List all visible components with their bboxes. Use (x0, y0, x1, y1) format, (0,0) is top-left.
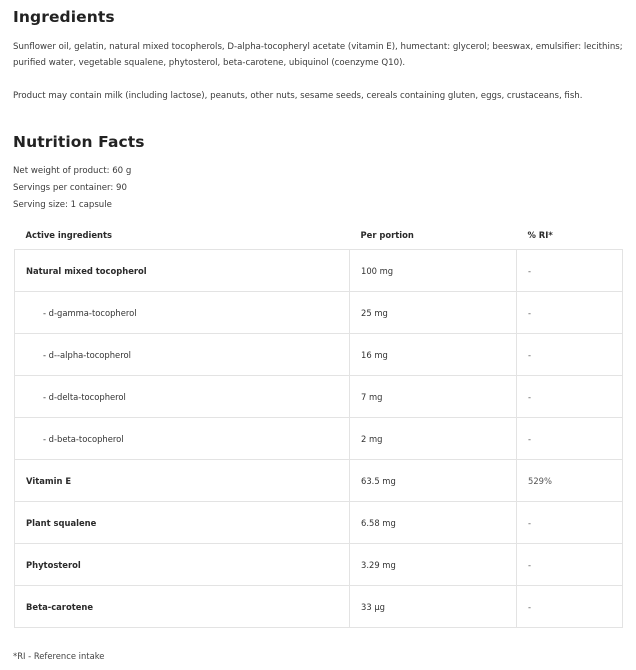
nutrition-meta (13, 163, 131, 214)
ingredients-text: Sunflower oil, gelatin, natural mixed tocopherols, D-alpha-tocopheryl acetate (vitamin E), humectant: glycerol; beeswax, emulsifier: lecithins; purified water, vegetable squalene, phytosterol, beta-carotene, ubiquinol (coenzyme Q10). (13, 42, 623, 68)
row-ri: - (517, 418, 623, 460)
row-ingredient: - d-beta-tocopherol (15, 418, 350, 460)
net-weight: Net weight of product: 60 g (13, 166, 132, 176)
table-row (15, 376, 623, 418)
table-row (15, 292, 623, 334)
row-ri: - (517, 334, 623, 376)
row-ri: - (517, 376, 623, 418)
table-row (15, 502, 623, 544)
nutrition-table (14, 221, 623, 628)
row-ingredient: - d--alpha-tocopherol (15, 334, 350, 376)
table-row (15, 334, 623, 376)
row-ingredient: - d-gamma-tocopherol (15, 292, 350, 334)
row-ingredient: Beta-carotene (15, 586, 350, 628)
row-ri: - (517, 292, 623, 334)
row-portion: 7 mg (350, 376, 517, 418)
row-portion: 6.58 mg (350, 502, 517, 544)
table-header-row (15, 221, 623, 250)
row-portion: 16 mg (350, 334, 517, 376)
header-per-portion: Per portion (360, 230, 414, 240)
row-ingredient: Plant squalene (15, 502, 350, 544)
row-portion: 63.5 mg (350, 460, 517, 502)
header-ri: % RI* (527, 230, 553, 240)
servings-per-container: Servings per container: 90 (13, 183, 127, 193)
row-ingredient: Vitamin E (15, 460, 350, 502)
row-ri: - (517, 544, 623, 586)
row-portion: 2 mg (350, 418, 517, 460)
row-ingredient: Natural mixed tocopherol (15, 250, 350, 292)
ri-footnote: *RI - Reference intake (13, 651, 105, 661)
nutrition-heading: Nutrition Facts (13, 133, 145, 151)
row-ingredient: - d-delta-tocopherol (15, 376, 350, 418)
row-ri: 529% (517, 460, 623, 502)
row-ri: - (517, 586, 623, 628)
allergens-text: Product may contain milk (including lactose), peanuts, other nuts, sesame seeds, cereals containing gluten, eggs, crustaceans, fish. (13, 91, 583, 101)
row-portion: 3.29 mg (350, 544, 517, 586)
row-portion: 100 mg (350, 250, 517, 292)
table-row (15, 544, 623, 586)
row-portion: 25 mg (350, 292, 517, 334)
row-ri: - (517, 502, 623, 544)
header-active-ingredients: Active ingredients (25, 230, 113, 240)
table-row (15, 250, 623, 292)
table-row (15, 418, 623, 460)
row-ri: - (517, 250, 623, 292)
table-row (15, 460, 623, 502)
table-row (15, 586, 623, 628)
serving-size: Serving size: 1 capsule (13, 200, 112, 210)
row-portion: 33 μg (350, 586, 517, 628)
row-ingredient: Phytosterol (15, 544, 350, 586)
ingredients-heading: Ingredients (13, 8, 115, 26)
